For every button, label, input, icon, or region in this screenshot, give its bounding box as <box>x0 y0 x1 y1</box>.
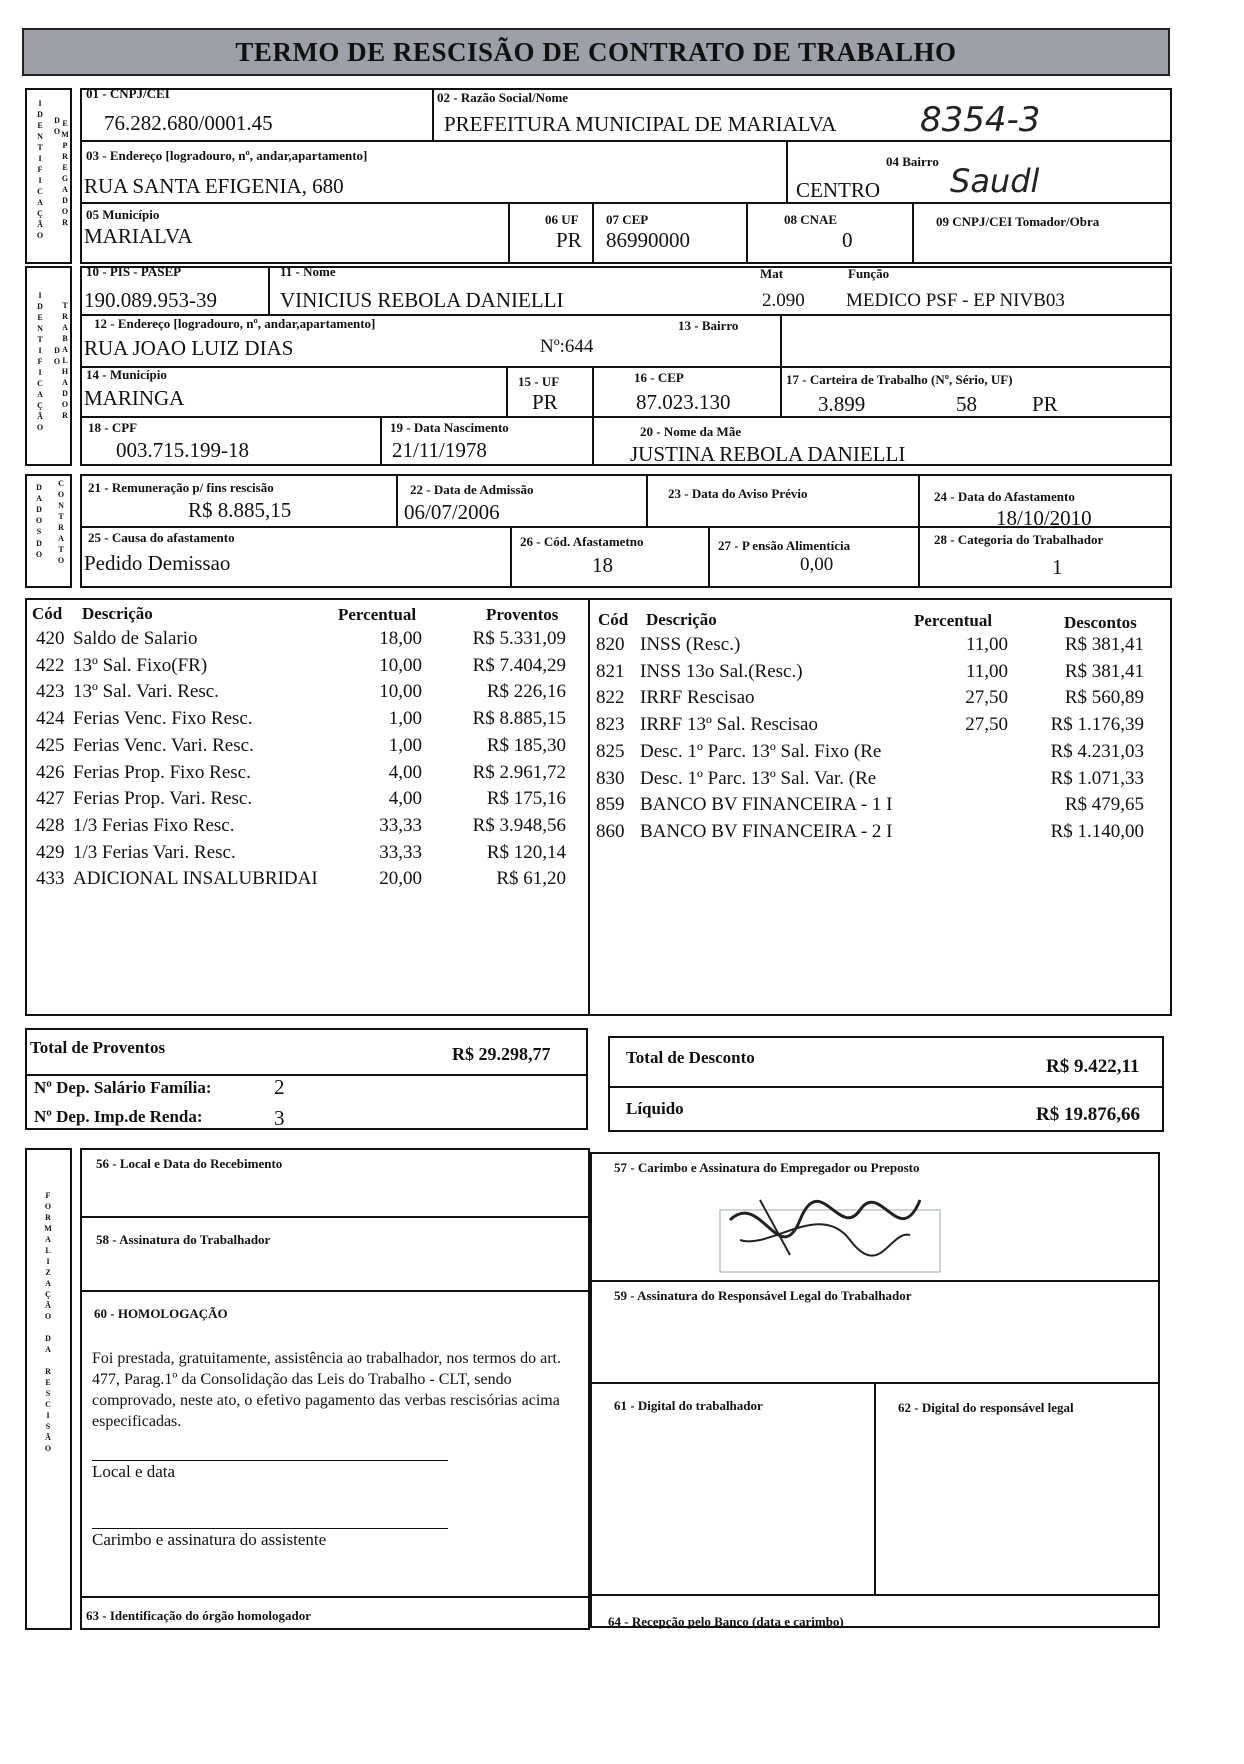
descontos-perc: 11,00 <box>965 634 1008 655</box>
descontos-cod: 822 <box>596 687 625 708</box>
proventos-perc: 1,00 <box>388 708 422 729</box>
f01-value: 76.282.680/0001.45 <box>104 111 273 135</box>
f18-label: 18 - CPF <box>88 420 138 435</box>
f59-label: 59 - Assinatura do Responsável Legal do Trabalhador <box>614 1288 912 1303</box>
proventos-cod: 425 <box>36 735 65 756</box>
f03-value: RUA SANTA EFIGENIA, 680 <box>84 174 344 198</box>
descontos-desc: IRRF Rescisao <box>640 687 755 708</box>
proventos-val: R$ 7.404,29 <box>472 655 566 676</box>
handwritten-initials: Saudl <box>950 162 1040 200</box>
f18-value: 003.715.199-18 <box>116 438 249 462</box>
proventos-cod: 423 <box>36 681 65 702</box>
f13-label: 13 - Bairro <box>678 318 739 333</box>
proventos-desc: Ferias Venc. Fixo Resc. <box>73 708 253 729</box>
f22-label: 22 - Data de Admissão <box>410 482 534 497</box>
f27-label: 27 - P ensão Alimentícia <box>718 538 851 553</box>
f12-value: RUA JOAO LUIZ DIAS <box>84 336 294 360</box>
f28-label: 28 - Categoria do Trabalhador <box>934 532 1104 547</box>
f17-label: 17 - Carteira de Trabalho (Nº, Sério, UF) <box>786 372 1013 387</box>
f63-label: 63 - Identificação do órgão homologador <box>86 1608 311 1623</box>
proventos-desc: 13º Sal. Fixo(FR) <box>73 655 208 676</box>
f17-num: 3.899 <box>818 392 866 416</box>
proventos-desc: Ferias Venc. Vari. Resc. <box>73 735 254 756</box>
proventos-val: R$ 8.885,15 <box>472 708 566 729</box>
employer-signature-stamp <box>700 1180 960 1280</box>
proventos-perc: 10,00 <box>379 681 422 702</box>
proventos-desc: 1/3 Ferias Fixo Resc. <box>73 815 235 836</box>
proventos-desc: Ferias Prop. Fixo Resc. <box>73 762 251 783</box>
f11-label: 11 - Nome <box>280 264 336 279</box>
descontos-cod: 825 <box>596 741 625 762</box>
descontos-val: R$ 1.071,33 <box>1050 768 1144 789</box>
f10-value: 190.089.953-39 <box>84 288 217 312</box>
f07-label: 07 CEP <box>606 212 649 227</box>
mat-value: 2.090 <box>762 290 805 311</box>
f61-label: 61 - Digital do trabalhador <box>614 1398 763 1413</box>
contract-side-label: D A D O S <box>35 483 43 536</box>
proventos-desc: Ferias Prop. Vari. Resc. <box>73 788 253 809</box>
f09-label: 09 CNPJ/CEI Tomador/Obra <box>936 214 1100 229</box>
f03-label: 03 - Endereço [logradouro, nº, andar,apartamento] <box>86 148 368 163</box>
proventos-val: R$ 2.961,72 <box>472 762 566 783</box>
funcao-value: MEDICO PSF - EP NIVB03 <box>846 290 1065 311</box>
f58-label: 58 - Assinatura do Trabalhador <box>96 1232 271 1247</box>
f26-value: 18 <box>592 553 613 577</box>
f06-value: PR <box>556 228 582 252</box>
formalizacao-side-label: F O R M A L I Z A Ç Ã O D A R E S C I S Ã O <box>44 1191 52 1453</box>
proventos-perc: 4,00 <box>388 762 422 783</box>
descontos-desc: INSS 13o Sal.(Resc.) <box>640 661 803 682</box>
f19-label: 19 - Data Nascimento <box>390 420 509 435</box>
document-title: TERMO DE RESCISÃO DE CONTRATO DE TRABALHO <box>235 36 957 67</box>
f12-label: 12 - Endereço [logradouro, nº, andar,apartamento] <box>94 316 376 331</box>
dep-sal-label: Nº Dep. Salário Família: <box>34 1078 212 1097</box>
descontos-perc: 11,00 <box>965 661 1008 682</box>
f62-label: 62 - Digital do responsável legal <box>898 1400 1074 1415</box>
descontos-cod: 859 <box>596 794 625 815</box>
proventos-desc: ADICIONAL INSALUBRIDAI <box>73 868 318 889</box>
f25-label: 25 - Causa do afastamento <box>88 530 235 545</box>
f22-value: 06/07/2006 <box>404 500 500 524</box>
proventos-cod: 433 <box>36 868 65 889</box>
proventos-desc: Saldo de Salario <box>73 628 198 649</box>
proventos-cod: 426 <box>36 762 65 783</box>
f60-label: 60 - HOMOLOGAÇÃO <box>94 1306 228 1321</box>
descontos-val: R$ 381,41 <box>1064 661 1144 682</box>
proventos-cod: 429 <box>36 842 65 863</box>
proventos-header-val: Proventos <box>486 605 559 624</box>
worker-side-label: I D E N T I F I C A Ç Ã O <box>36 291 44 432</box>
f27-value: 0,00 <box>800 554 834 575</box>
document-title-bar <box>22 28 1170 76</box>
proventos-perc: 33,33 <box>379 815 422 836</box>
f19-value: 21/11/1978 <box>392 438 487 462</box>
f14-value: MARINGA <box>84 386 185 410</box>
descontos-perc: 27,50 <box>965 714 1008 735</box>
descontos-desc: BANCO BV FINANCEIRA - 1 I <box>640 794 893 815</box>
descontos-header-val: Descontos <box>1064 613 1137 632</box>
proventos-header-cod: Cód <box>32 604 63 623</box>
proventos-header-desc: Descrição <box>82 604 153 623</box>
descontos-desc: Desc. 1º Parc. 13º Sal. Var. (Re <box>640 768 877 789</box>
descontos-val: R$ 1.140,00 <box>1050 821 1144 842</box>
f16-value: 87.023.130 <box>636 390 731 414</box>
dep-ir-value: 3 <box>274 1106 285 1130</box>
f05-label: 05 Município <box>86 207 160 222</box>
proventos-perc: 4,00 <box>388 788 422 809</box>
proventos-cod: 428 <box>36 815 65 836</box>
f20-label: 20 - Nome da Mãe <box>640 424 742 439</box>
dep-sal-value: 2 <box>274 1075 285 1099</box>
total-proventos-value: R$ 29.298,77 <box>452 1044 551 1064</box>
f64-label: 64 - Recepção pelo Banco (data e carimbo) <box>608 1614 844 1629</box>
descontos-desc: IRRF 13º Sal. Rescisao <box>640 714 818 735</box>
f08-value: 0 <box>842 228 853 252</box>
f16-label: 16 - CEP <box>634 370 684 385</box>
proventos-val: R$ 185,30 <box>486 735 566 756</box>
f57-label: 57 - Carimbo e Assinatura do Empregador ou Preposto <box>614 1160 920 1175</box>
employer-side-label: I D E N T I F I C A Ç Ã O <box>36 99 44 240</box>
f17-serie: 58 <box>956 392 977 416</box>
total-desconto-label: Total de Desconto <box>626 1048 755 1067</box>
proventos-perc: 10,00 <box>379 655 422 676</box>
descontos-val: R$ 560,89 <box>1064 687 1144 708</box>
f02-label: 02 - Razão Social/Nome <box>437 90 569 105</box>
descontos-cod: 823 <box>596 714 625 735</box>
descontos-cod: 821 <box>596 661 625 682</box>
descontos-header-cod: Cód <box>598 610 629 629</box>
proventos-cod: 420 <box>36 628 65 649</box>
proventos-cod: 427 <box>36 788 65 809</box>
descontos-header-desc: Descrição <box>646 610 717 629</box>
f17-uf: PR <box>1032 392 1058 416</box>
f15-label: 15 - UF <box>518 374 560 389</box>
num-value: Nº:644 <box>540 336 594 357</box>
f26-label: 26 - Cód. Afastametno <box>520 534 644 549</box>
f01-label: 01 - CNPJ/CEI <box>86 86 170 101</box>
proventos-val: R$ 226,16 <box>486 681 566 702</box>
descontos-val: R$ 4.231,03 <box>1050 741 1144 762</box>
f23-label: 23 - Data do Aviso Prévio <box>668 486 808 501</box>
f15-value: PR <box>532 390 558 414</box>
proventos-desc: 13º Sal. Vari. Resc. <box>73 681 219 702</box>
handwritten-number: 8354-3 <box>920 100 1041 140</box>
f24-label: 24 - Data do Afastamento <box>934 489 1075 504</box>
mat-label: Mat <box>760 266 784 281</box>
f25-value: Pedido Demissao <box>84 551 231 575</box>
homologacao-text: Foi prestada, gratuitamente, assistência ao trabalhador, nos termos do art. 477, Parag.1º da Consolidação das Leis do Trabalho - CLT, sendo comprovado, neste ato, o efetivo pagamento das verbas rescisórias acima especificadas. <box>92 1350 561 1430</box>
descontos-val: R$ 1.176,39 <box>1050 714 1144 735</box>
f10-label: 10 - PIS - PASEP <box>86 264 182 279</box>
proventos-perc: 18,00 <box>379 628 422 649</box>
dep-ir-label: Nº Dep. Imp.de Renda: <box>34 1107 203 1126</box>
proventos-val: R$ 175,16 <box>486 788 566 809</box>
descontos-perc: 27,50 <box>965 687 1008 708</box>
descontos-header-perc: Percentual <box>914 611 993 630</box>
proventos-val: R$ 3.948,56 <box>472 815 566 836</box>
proventos-val: R$ 120,14 <box>486 842 566 863</box>
proventos-perc: 1,00 <box>388 735 422 756</box>
descontos-val: R$ 479,65 <box>1064 794 1144 815</box>
f56-label: 56 - Local e Data do Recebimento <box>96 1156 283 1171</box>
f06-label: 06 UF <box>545 212 579 227</box>
f20-value: JUSTINA REBOLA DANIELLI <box>630 442 906 466</box>
descontos-desc: Desc. 1º Parc. 13º Sal. Fixo (Re <box>640 741 882 762</box>
f02-value: PREFEITURA MUNICIPAL DE MARIALVA <box>444 112 837 136</box>
descontos-cod: 830 <box>596 768 625 789</box>
f08-label: 08 CNAE <box>784 212 838 227</box>
descontos-val: R$ 381,41 <box>1064 634 1144 655</box>
f07-value: 86990000 <box>606 228 690 252</box>
total-desconto-value: R$ 9.422,11 <box>1046 1056 1140 1077</box>
carimbo-assistente-label: Carimbo e assinatura do assistente <box>92 1530 327 1549</box>
proventos-header-perc: Percentual <box>338 605 417 624</box>
funcao-label: Função <box>848 266 890 281</box>
descontos-cod: 820 <box>596 634 625 655</box>
proventos-perc: 20,00 <box>379 868 422 889</box>
f11-value: VINICIUS REBOLA DANIELLI <box>280 288 564 312</box>
f04-label: 04 Bairro <box>886 154 939 169</box>
proventos-desc: 1/3 Ferias Vari. Resc. <box>73 842 236 863</box>
f21-label: 21 - Remuneração p/ fins rescisão <box>88 480 274 495</box>
proventos-cod: 424 <box>36 708 65 729</box>
f24-value: 18/10/2010 <box>996 506 1092 530</box>
f14-label: 14 - Município <box>86 367 167 382</box>
descontos-cod: 860 <box>596 821 625 842</box>
proventos-val: R$ 61,20 <box>496 868 566 889</box>
f04-value: CENTRO <box>796 178 880 202</box>
proventos-val: R$ 5.331,09 <box>472 628 566 649</box>
proventos-perc: 33,33 <box>379 842 422 863</box>
f05-value: MARIALVA <box>84 224 193 248</box>
f28-value: 1 <box>1052 555 1063 579</box>
liquido-label: Líquido <box>626 1099 684 1118</box>
descontos-desc: INSS (Resc.) <box>640 634 741 655</box>
f21-value: R$ 8.885,15 <box>188 498 292 522</box>
liquido-value: R$ 19.876,66 <box>1036 1104 1140 1125</box>
proventos-cod: 422 <box>36 655 65 676</box>
local-data-label: Local e data <box>92 1462 176 1481</box>
descontos-desc: BANCO BV FINANCEIRA - 2 I <box>640 821 893 842</box>
total-proventos-label: Total de Proventos <box>30 1038 166 1057</box>
